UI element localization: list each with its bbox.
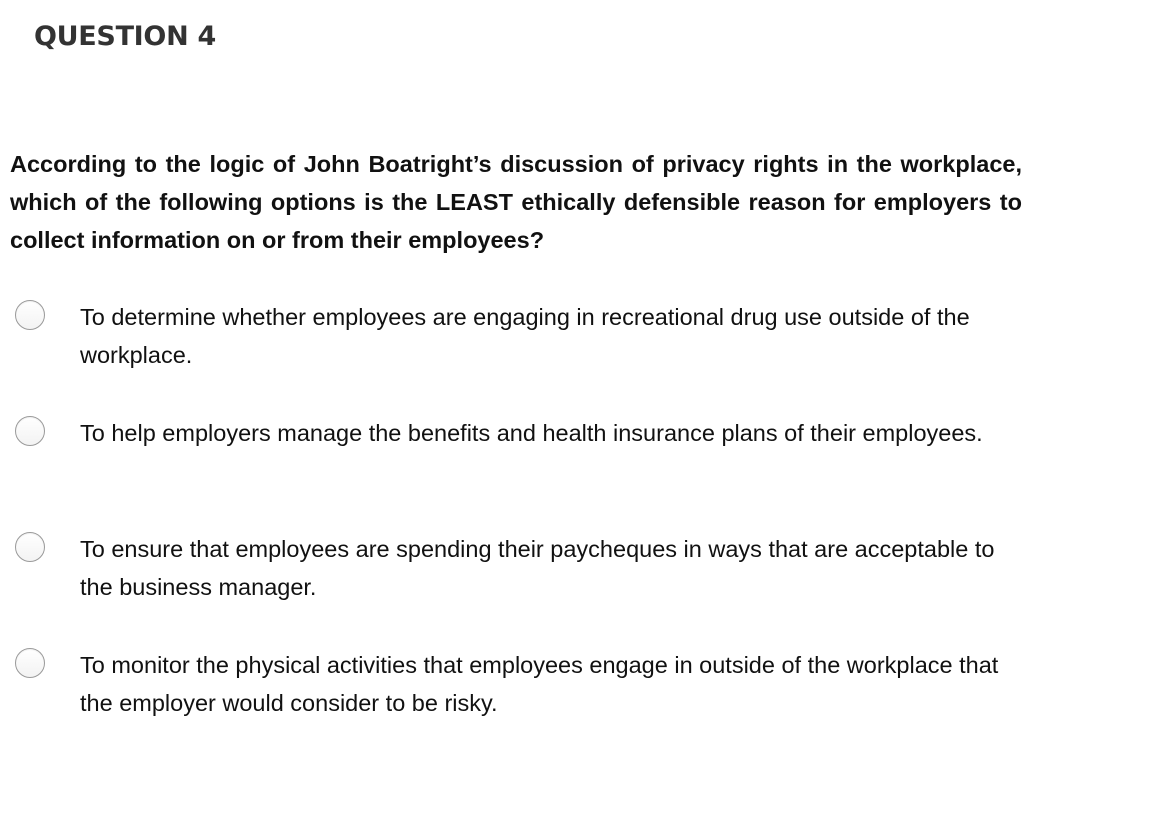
answer-option-2[interactable] bbox=[0, 414, 1172, 494]
answer-option-label-4[interactable]: To monitor the physical activities that employees engage in outside of the workplace that the employer would consider to be risky. bbox=[80, 652, 999, 716]
question-header: QUESTION 4 bbox=[34, 21, 216, 52]
radio-button-4[interactable] bbox=[15, 648, 45, 678]
answer-option-4[interactable] bbox=[0, 646, 1172, 726]
question-text: According to the logic of John Boatright’s discussion of privacy rights in the workplace, which of the following options is the LEAST ethically defensible reason for employers to collect information on or from their employees? bbox=[10, 151, 1022, 253]
answer-option-label-3[interactable]: To ensure that employees are spending their paycheques in ways that are acceptable to the business manager. bbox=[80, 536, 995, 600]
answer-option-label-2[interactable]: To help employers manage the benefits and health insurance plans of their employees. bbox=[80, 420, 983, 446]
answer-option-label-1[interactable]: To determine whether employees are engaging in recreational drug use outside of the workplace. bbox=[80, 304, 970, 368]
radio-button-1[interactable] bbox=[15, 300, 45, 330]
radio-button-2[interactable] bbox=[15, 416, 45, 446]
answer-option-3[interactable] bbox=[0, 530, 1172, 610]
radio-button-3[interactable] bbox=[15, 532, 45, 562]
answer-option-1[interactable] bbox=[0, 298, 1172, 378]
